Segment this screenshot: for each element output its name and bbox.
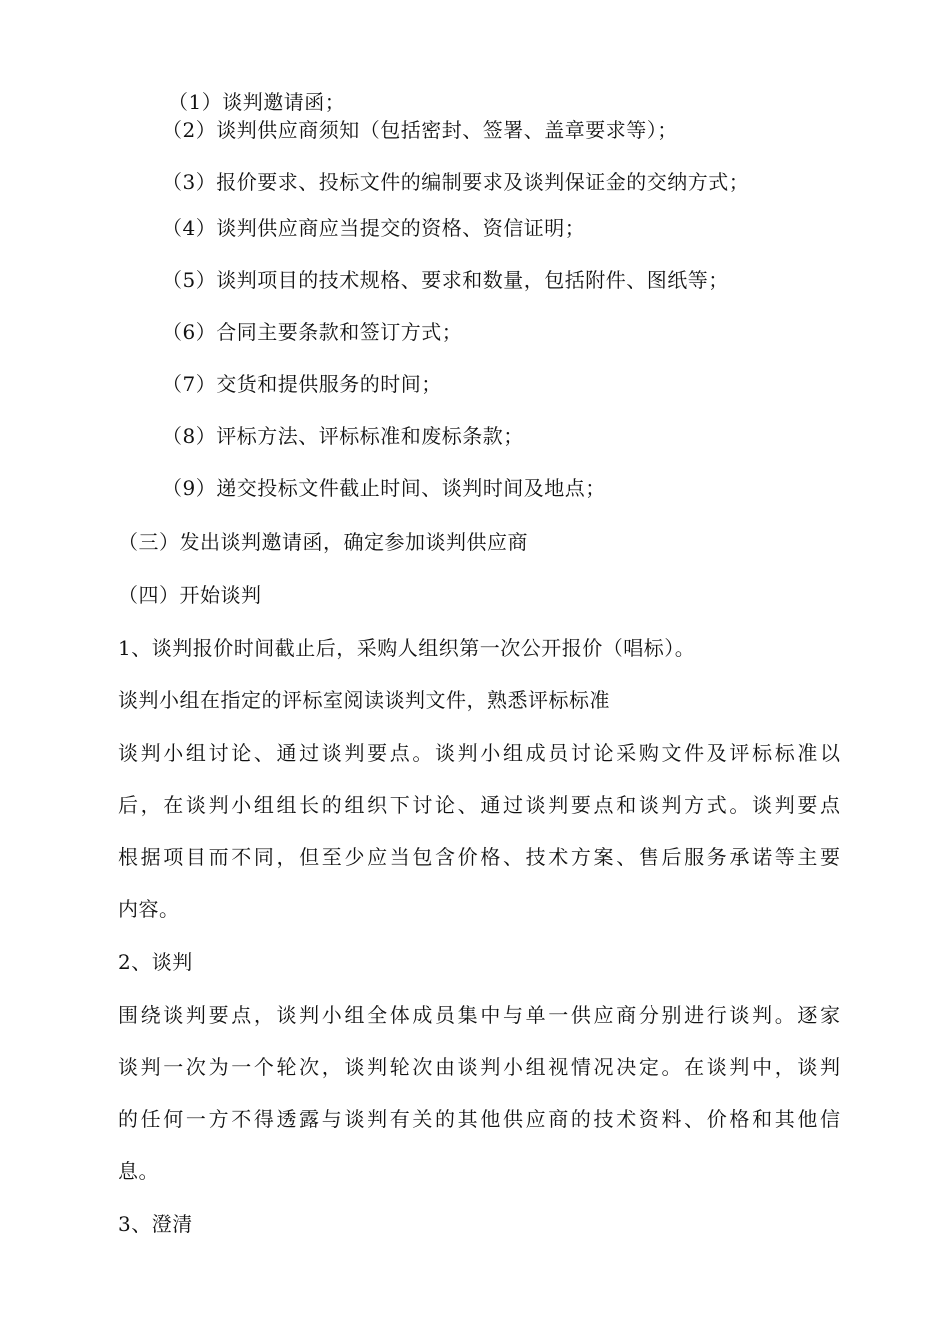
step-heading: 1、谈判报价时间截止后，采购人组织第一次公开报价（唱标）。 xyxy=(118,636,696,660)
paragraph-line: 的任何一方不得透露与谈判有关的其他供应商的技术资料、价格和其他信 xyxy=(118,1107,840,1131)
list-item: （2）谈判供应商须知（包括密封、签署、盖章要求等）； xyxy=(162,118,678,142)
list-item: （7）交货和提供服务的时间； xyxy=(162,372,442,396)
paragraph-line: 后，在谈判小组组长的组织下讨论、通过谈判要点和谈判方式。谈判要点 xyxy=(118,793,840,817)
list-item: （5）谈判项目的技术规格、要求和数量，包括附件、图纸等； xyxy=(162,268,729,292)
list-item: （8）评标方法、评标标准和废标条款； xyxy=(162,424,524,448)
list-item: （3）报价要求、投标文件的编制要求及谈判保证金的交纳方式； xyxy=(162,170,750,194)
paragraph-line: 根据项目而不同，但至少应当包含价格、技术方案、售后服务承诺等主要 xyxy=(118,845,840,869)
paragraph: 谈判小组在指定的评标室阅读谈判文件，熟悉评标标准 xyxy=(118,688,610,712)
step-heading: 2、谈判 xyxy=(118,950,193,974)
list-item: （6）合同主要条款和签订方式； xyxy=(162,320,463,344)
step-heading: 3、澄清 xyxy=(118,1212,193,1236)
list-item: （4）谈判供应商应当提交的资格、资信证明； xyxy=(162,216,586,240)
paragraph-line: 围绕谈判要点，谈判小组全体成员集中与单一供应商分别进行谈判。逐家 xyxy=(118,1003,840,1027)
list-item: （1）谈判邀请函； xyxy=(168,90,346,114)
section-heading: （四）开始谈判 xyxy=(118,583,262,607)
paragraph-line: 息。 xyxy=(118,1159,159,1183)
section-heading: （三）发出谈判邀请函，确定参加谈判供应商 xyxy=(118,530,528,554)
paragraph-line: 谈判小组讨论、通过谈判要点。谈判小组成员讨论采购文件及评标标准以 xyxy=(118,741,840,765)
list-item: （9）递交投标文件截止时间、谈判时间及地点； xyxy=(162,476,606,500)
paragraph-line: 谈判一次为一个轮次，谈判轮次由谈判小组视情况决定。在谈判中，谈判 xyxy=(118,1055,840,1079)
paragraph-line: 内容。 xyxy=(118,897,180,921)
